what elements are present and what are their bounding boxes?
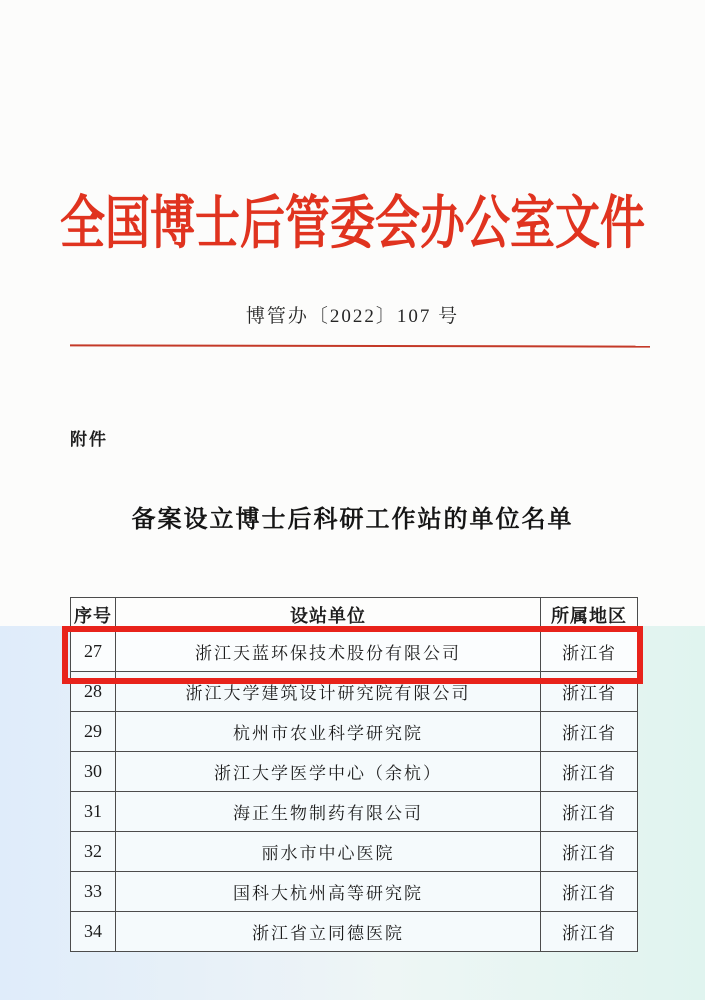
cell-unit: 海正生物制药有限公司 [116, 792, 541, 832]
cell-no: 31 [71, 792, 116, 832]
cell-region: 浙江省 [541, 672, 638, 712]
table-row [71, 792, 638, 832]
red-divider-line [70, 344, 650, 347]
cell-no: 32 [71, 832, 116, 872]
cell-unit: 丽水市中心医院 [116, 832, 541, 872]
cell-unit: 国科大杭州高等研究院 [116, 872, 541, 912]
cell-region: 浙江省 [541, 632, 638, 672]
cell-no: 33 [71, 872, 116, 912]
col-header-region: 所属地区 [541, 598, 638, 632]
table-row [71, 752, 638, 792]
cell-no: 30 [71, 752, 116, 792]
col-header-unit: 设站单位 [116, 598, 541, 632]
document-number: 博管办〔2022〕107 号 [245, 306, 460, 327]
table-row [71, 712, 638, 752]
document-title: 全国博士后管委会办公室文件 [59, 191, 645, 256]
cell-region: 浙江省 [541, 792, 638, 832]
cell-no: 28 [71, 672, 116, 712]
col-header-no: 序号 [71, 598, 116, 632]
cell-no: 27 [71, 632, 116, 672]
table-row [71, 872, 638, 912]
cell-region: 浙江省 [541, 872, 638, 912]
units-table [70, 597, 638, 952]
scan-speck [574, 171, 578, 175]
table-header-row [71, 598, 638, 632]
cell-region: 浙江省 [541, 712, 638, 752]
cell-no: 34 [71, 912, 116, 952]
cell-region: 浙江省 [541, 832, 638, 872]
attachment-label: 附件 [70, 430, 108, 449]
cell-unit: 浙江天蓝环保技术股份有限公司 [116, 632, 541, 672]
cell-region: 浙江省 [541, 912, 638, 952]
table-row [71, 632, 638, 672]
table-row [71, 912, 638, 952]
cell-unit: 浙江大学医学中心（余杭） [116, 752, 541, 792]
cell-unit: 浙江省立同德医院 [116, 912, 541, 952]
cell-unit: 杭州市农业科学研究院 [116, 712, 541, 752]
table-row [71, 832, 638, 872]
scan-speck [71, 164, 75, 168]
cell-unit: 浙江大学建筑设计研究院有限公司 [116, 672, 541, 712]
table-row [71, 672, 638, 712]
list-title: 备案设立博士后科研工作站的单位名单 [131, 507, 574, 533]
cell-no: 29 [71, 712, 116, 752]
cell-region: 浙江省 [541, 752, 638, 792]
